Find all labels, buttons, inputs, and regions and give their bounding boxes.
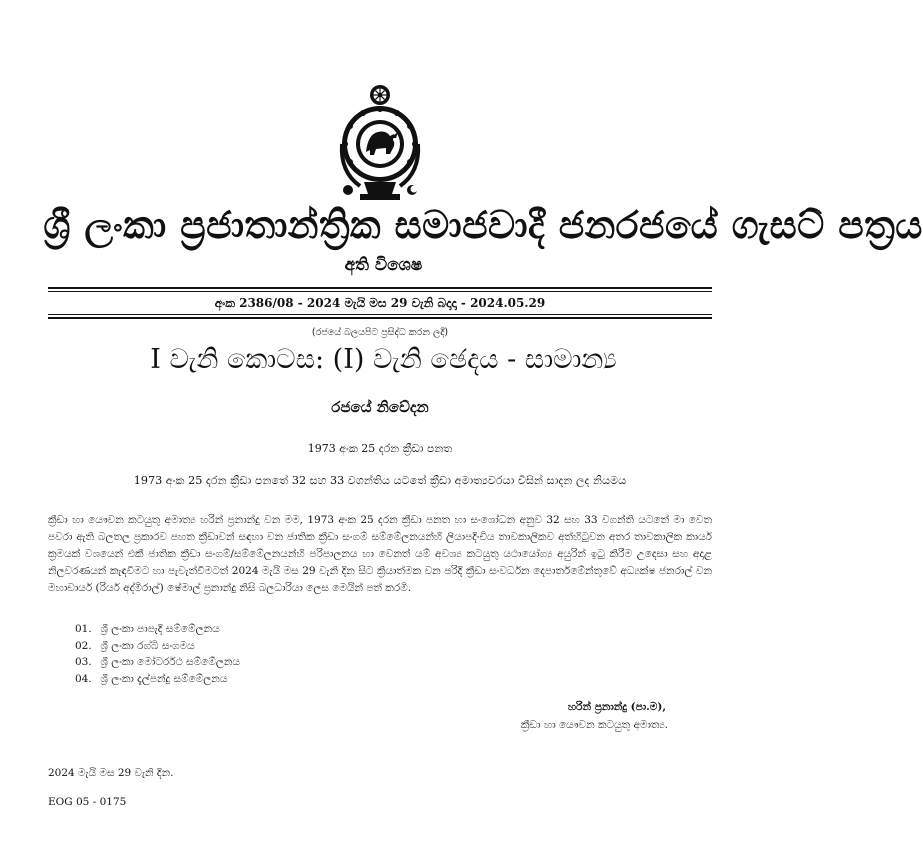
- divider: [48, 317, 712, 319]
- published-by-authority-note: (රජයේ බලයපිට ප්‍රසිද්ධ කරන ලදී): [311, 327, 449, 338]
- gazette-subtitle: අති විශෙෂ: [344, 255, 423, 275]
- signatory-title: ක්‍රීඩා හා යෞවන කටයුතු අමාත්‍ය.: [520, 719, 668, 731]
- rules-title: 1973 අංක 25 දරන ක්‍රීඩා පනතේ 32 සහ 33 වගන්තිය යටතේ ක්‍රීඩා අමාත්‍යවරයා විසින් සාදන ලද නියමය: [133, 474, 627, 487]
- association-list: [75, 621, 475, 687]
- divider: [48, 287, 712, 289]
- list-item-number: 02.: [75, 639, 92, 652]
- divider: [48, 314, 712, 315]
- sri-lanka-national-emblem-icon: [330, 82, 430, 204]
- issue-number-line: අංක 2386/08 - 2024 මැයි මස 29 වැනි බදාදා - 2024.05.29: [214, 296, 546, 310]
- signature-block: [440, 698, 712, 734]
- list-item-name: ශ්‍රී ලංකා පාපැදි සම්මේලනය: [100, 623, 220, 635]
- list-item: [75, 671, 475, 688]
- order-paragraph: ක්‍රීඩා හා යෞවන කටයුතු අමාත්‍ය හරින් ප්‍රනාන්දු වන මම, 1973 අංක 25 දරන ක්‍රීඩා පනත හා සංශෝධන අනුව 32 සහ 33 වගන්ති යටතේ මා වෙත පවරා ඇති බලතල ප්‍රකාරව පහත ක්‍රීඩාවන් සඳහා වන ජාතික ක්‍රීඩා සංගම් සම්මේලනයන්හි ලියාපදිංචිය තාවකාලිකව අත්හිටුවන අතර තාවකාලික කාර්ය ක්‍රමයක් වශයෙන් එකී ජාතික ක්‍රීඩා සංගම්/සම්මේලනයන්හි පරිපාලනය හා වෙනත් යම් අවශ්‍ය කටයුතු යථායෝග්‍ය අයුරින් ඉටු කිරීම උදෙසා සහ අදාළ නිලවරණයන් කැඳවීමට හා පැවැත්වීමටත් 2024 මැයි මස 29 වැනි දින සිට ක්‍රියාත්මක වන පරිදි ක්‍රීඩා සංවර්ධන දෙපාර්තමේන්තුවේ අධ්‍යක්ෂ ජනරාල් වන මහාචාර්ය (රියර් අද්මිරාල්) ෂේමාල් ප්‍රනාන්දු නිසි බලධාරියා ලෙස මෙයින් පත් කරමි.: [48, 514, 712, 594]
- list-item-name: ශ්‍රී ලංකා රග්බි සංගමය: [100, 639, 195, 652]
- list-item: [75, 654, 475, 671]
- section-heading: රජයේ නිවේදන: [331, 398, 429, 416]
- part-title: I වැනි කොටස: (I) වැනි ඡෙදය - සාමාන්‍ය: [150, 344, 617, 375]
- list-item: [75, 621, 475, 638]
- list-item-number: 01.: [75, 623, 92, 635]
- reference-code: EOG 05 - 0175: [48, 796, 127, 808]
- signatory-name: හරින් ප්‍රනාන්දු (පා.ම),: [567, 701, 666, 713]
- list-item-number: 03.: [75, 656, 92, 668]
- divider: [48, 291, 712, 292]
- list-item: [75, 638, 475, 655]
- gazette-title: ශ්‍රී ලංකා ප්‍රජාතාන්ත්‍රික සමාජවාදී ජනරජයේ ගැසට් පත්‍රය: [43, 203, 923, 247]
- list-item-name: ශ්‍රී ලංකා දැල්පන්දු සම්මේලනය: [100, 672, 228, 685]
- list-item-number: 04.: [75, 672, 92, 685]
- issue-date: 2024 මැයි මස 29 වැනි දින.: [48, 767, 174, 779]
- list-item-name: ශ්‍රී ලංකා මෝටර්රථ සම්මේලනය: [100, 656, 240, 668]
- act-title: 1973 අංක 25 දරන ක්‍රීඩා පනත: [307, 442, 453, 455]
